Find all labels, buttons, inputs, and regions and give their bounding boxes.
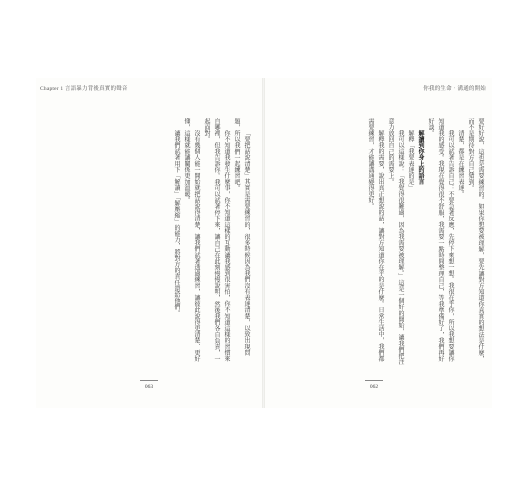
paragraph: 讓我們試著用下「解讀」「解壓縮」的能力，將對方的責任還給他們。 bbox=[173, 130, 180, 317]
paragraph: 解釋我的需要，說出真正想說的話，讓對方知道你在乎的是什麼。日常生活中，我們都需要練習，才能讓溝通變得更好。 bbox=[367, 118, 384, 362]
paragraph: 清楚，都是在練習表達。 bbox=[457, 130, 464, 198]
paragraph: 你不知道我發生什麼事，你不知道這樣的互動讓我感到很害怕，你不知道這樣的習慣來自哪裡，但我告訴你。我可以試著停下來，讓自己在此刻慢慢說明，然後我們各自負責，一起面對。 bbox=[203, 118, 230, 362]
paragraph: 我可以這樣說：「我覺得很難過，因為我需要被理解。」這是一個好的開始，讓我們把注意力放回自己的需要上。 bbox=[387, 118, 404, 365]
folio-rule bbox=[365, 380, 383, 381]
right-page bbox=[265, 78, 492, 408]
left-page bbox=[36, 78, 263, 408]
paragraph: 要好好說，這也是需要練習的。如果你想要被理解，要先讓對方知道你真實的想法是什麼，而不是期待對方自己猜到。 bbox=[467, 118, 484, 362]
body-text bbox=[46, 118, 251, 366]
paragraph: 解釋「我要表達的是」 bbox=[407, 130, 414, 191]
running-head: 你我的生命‧溝通的開始 bbox=[423, 86, 486, 92]
bold-phrase: 解讀到你身上的語言 bbox=[417, 130, 424, 185]
paragraph: 「要把話說清楚」其實是需要練習的，很多時候因為我們沒有表達清楚，以致出現問題，所以我們一起練習吧。 bbox=[233, 118, 250, 356]
page-number bbox=[359, 380, 389, 390]
folio-rule bbox=[140, 380, 158, 381]
page-number bbox=[134, 380, 164, 390]
body-text bbox=[285, 118, 485, 366]
paragraph: 沒有幾個人能一開始就把話說得清楚，讓我們試著透過練習，讓彼此說得更清楚、更好懂，這樣就能讓關係更加溫暖。 bbox=[183, 118, 200, 362]
book-spread bbox=[36, 78, 492, 408]
running-head: Chapter 1 言語暴力背後真實的聲音 bbox=[40, 86, 128, 92]
page-number-text: 063 bbox=[144, 384, 154, 390]
paragraph: 我可以試著告訴自己：不要急著反應，先停下來想一想。我很在乎你，所以我想要讓你知道我的感受。我現在覺得很不舒服，我需要一點時間整理自己，等我準備好了，我們再好好談。 bbox=[427, 118, 454, 362]
page-number-text: 062 bbox=[369, 384, 379, 390]
